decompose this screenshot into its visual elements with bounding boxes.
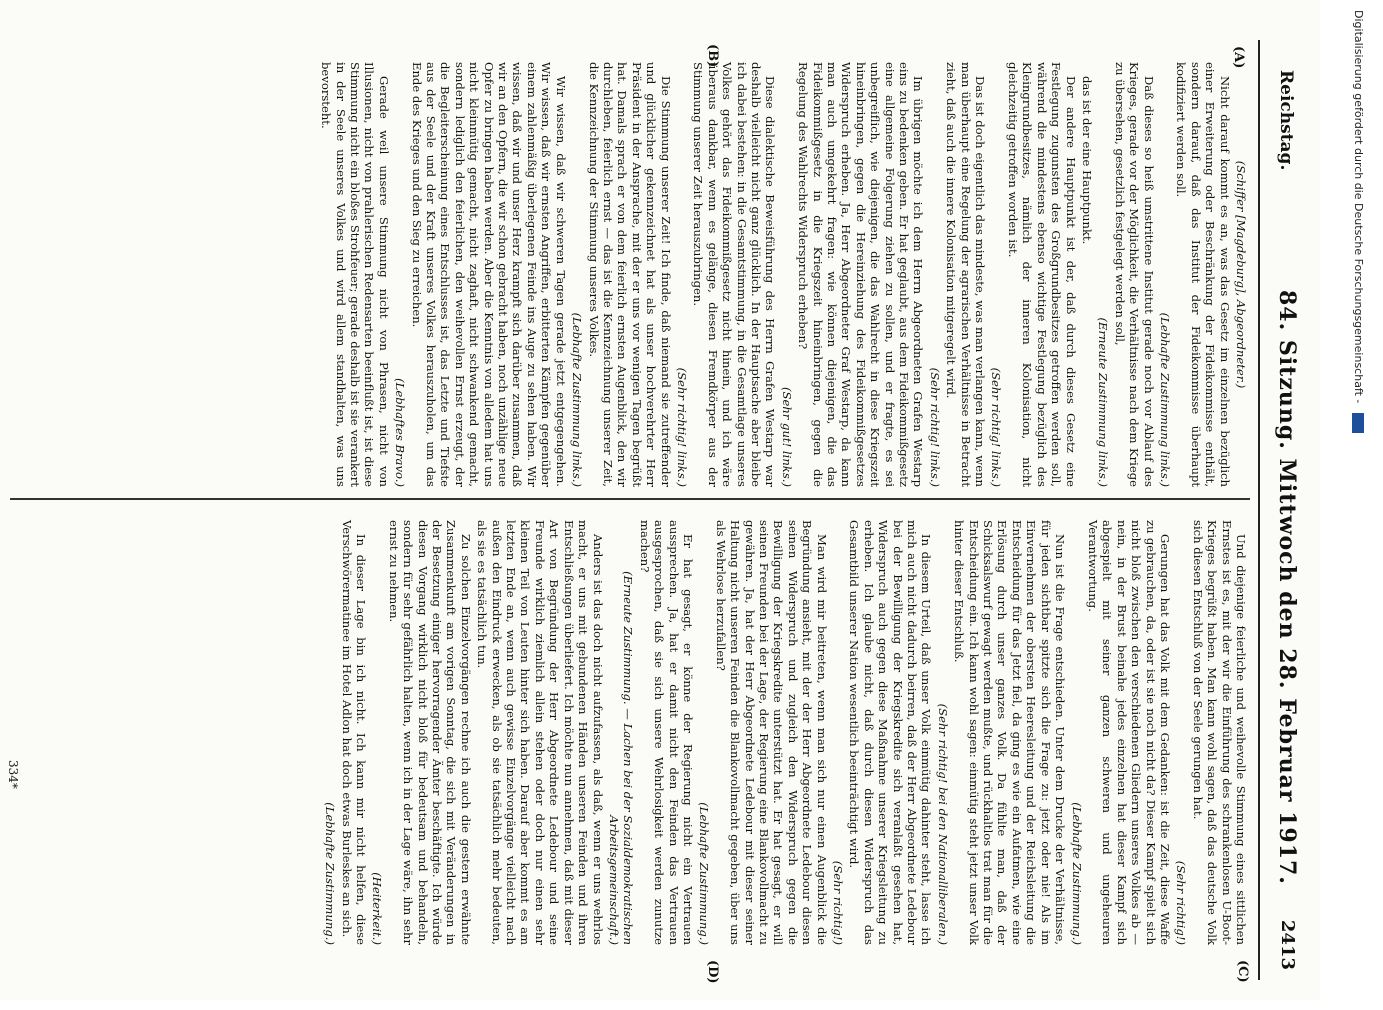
credit-text: Digitalisierung gefördert durch die Deutsche Forschungsgemeinschaft -: [1352, 10, 1365, 404]
interjection: (Sehr richtig!): [1174, 860, 1189, 945]
paragraph: In diesem Urteil, daß unser Volk einmütig dahinter steht, lasse ich mich auch nicht dadurch beirren, daß der Herr Abgeordnete Ledebour bei der Bewilligung der Kriegskredite sich veranlaßt gesehen hat, Widerspruch auch gegen diese Maßnahme unserer Kriegsleitung zu erheben. Ich glaube nicht, daß durch diesen Widerspruch das Gesamtbild unserer Nation wesentlich beeinträchtigt wird.: [847, 520, 934, 945]
paragraph: Nicht darauf kommt es an, was das Gesetz im einzelnen bezüglich einer Erweiterung oder Beschränkung der Fideikommisse enthält, sondern darauf, daß das Institut der Fideikommisse überhaupt kodifiziert werden soll.: [1174, 62, 1232, 487]
paragraph: Daß dieses so heiß umstrittene Institut gerade noch vor Ablauf des Krieges, gerade vor der Möglichkeit, die Verhältnisse nach dem Kriege zu übersehen, gesetzlich festgelegt werden soll,: [1112, 62, 1156, 487]
paragraph: Die Stimmung unserer Zeit! Ich finde, daß niemand sie zutreffender und glücklicher gekennzeichnet hat als unser hochverehrter Herr Präsident in der Ansprache, mit der er uns vor wenigen Tagen begrüßt hat. Damals sprach er von dem feierlich ernsten Augenblick, den wir durchleben, feierlich ernst — das ist die Kennzeichnung unserer Zeit, die Kennzeichnung der Stimmung unseres Volkes.: [586, 62, 673, 487]
paragraph: Diese dialektische Beweisführung des Herrn Grafen Westarp war deshalb vielleicht nicht ganz glücklich. In der Hauptsache aber bleibe ich dabei bestehen: in die Gesamtstimmung, in die Gesamtlage unseres Volkes gehört das Fideikommißgesetz nicht hinein, und ich wäre überaus dankbar, wenn es gelänge, diesen Fremdkörper aus der Stimmung unserer Zeit herauszubringen.: [691, 62, 778, 487]
interjection: (Sehr richtig!): [831, 860, 846, 945]
paragraph: Das ist doch eigentlich das mindeste, was man verlangen kann, wenn man überhaupt eine Regelung der agrarischen Verhältnisse in Betracht zieht, daß auch die innere Kolonisation mitgeregelt wird.: [944, 62, 988, 487]
interjection: (Lebhafte Zustimmung links.): [1157, 312, 1172, 487]
paragraph: Man wird mir beitreten, wenn man sich nur einen Augenblick die Begründung ansieht, mit der der Herr Abgeordnete Ledebour diesen seinen Widerspruch und zugleich den Widerspruch gegen die Bewilligung der Kriegskredite unterstützt hat. Er hat gesagt, er will seinen Freunden bei der Lage, der Regierung eine Blankovollmacht zu gewähren. Ja, hat der Herr Abgeordnete Ledebour mit dieser seiner Haltung nicht unseren Feinden die Blankovollmacht gegeben, über uns als Wehrlose herzufallen?: [713, 520, 829, 945]
paragraph: Zu solchen Einzelvorgängen rechne ich auch die gestern erwähnte Zusammenkunft am vorigen Sonntag, die sich mit Veränderungen in der Besetzung einiger hervorragender Ämter beschäftigte. Ich würde diesen Vorgang wirklich nicht bloß für bedeutsam und behandeln, sondern für sehr gefährlich halten, wenn ich in der Lage wäre, ihn sehr ernst zu nehmen.: [386, 520, 473, 945]
paragraph: Anders ist das doch nicht aufzufassen, als daß, wenn er uns wehrlos macht, er uns mit gebundenen Händen unseren Feinden und ihren Entschließungen überliefert. Ich möchte nun annehmen, daß mit dieser Art von Begründung der Herr Abgeordnete Ledebour und seine Freunde wirklich ziemlich allein stehen oder doch nur einen sehr kleinen Teil von Leuten hinter sich haben. Darauf aber kommt es am letzten Ende an, wenn auch gewisse Einzelvorgänge vielleicht nach außen den Eindruck erwecken, als ob sie tatsächlich mehr bedeuten, als sie es tatsächlich tun.: [475, 520, 605, 945]
margin-marker-b: (B): [705, 44, 720, 68]
paragraph: Im übrigen möchte ich dem Herrn Abgeordneten Grafen Westarp eins zu bedenken geben. Er hat geglaubt, aus dem Fideikommißgesetz eine allgemeine Folgerung ziehen zu sollen, und er fragte, es sei unbegreiflich, wie diejenigen, die das Wahlrecht in diese Kriegszeit hineinbringen, gegen die Hereinziehung des Fideikommißgesetzes Widerspruch erheben. Ja, Herr Abgeordneter Graf Westarp, da kann man auch umgekehrt fragen: wie können diejenigen, die das Fideikommißgesetz in die Kriegszeit hineinbringen, gegen die Regelung des Wahlrechts Widerspruch erheben?: [796, 62, 926, 487]
paragraph: (Schiffer [Magdeburg], Abgeordneter.): [1234, 160, 1248, 389]
paragraph: Gerungen hat das Volk mit dem Gedanken: ist die Zeit, diese Waffe zu gebrauchen, da, oder ist sie noch nicht da? Dieser Kampf spielt sich nicht bloß zwischen den verschiedenen Gliedern unseres Volkes ab — nein, in der Brust beinahe jedes einzelnen hat dieser Kampf sich abgespielt mit seiner ganzen schweren und ungeheuren Verantwortung.: [1085, 520, 1172, 945]
margin-marker-a: (A): [1231, 46, 1246, 69]
interjection: (Lebhafte Zustimmung links.): [570, 312, 585, 487]
paragraph: In dieser Lage bin ich nicht. Ich kann mir nicht helfen, diese Verschwörermatinee im Hotel Adlon hat doch etwas Burleskes an sich.: [339, 520, 369, 945]
interjection: (Lebhafte Zustimmung.): [323, 802, 338, 945]
column-divider: [10, 498, 1250, 500]
left-column: [317, 62, 1248, 487]
interjection: (Sehr richtig! links.): [674, 367, 689, 487]
paragraph: Der andere Hauptpunkt ist der, daß durch dieses Gesetz eine Festlegung zugunsten des Großgrundbesitzes getroffen werden soll, während die mindestens ebenso wichtige Festlegung bezüglich des Kleingrundbesitzes, nämlich der inneren Kolonisation, nicht gleichzeitig getroffen worden ist.: [1005, 62, 1078, 487]
interjection: (Sehr richtig! links.): [927, 367, 942, 487]
interjection: (Lebhafte Zustimmung.): [697, 802, 712, 945]
margin-marker-c: (C): [1235, 960, 1250, 983]
page-header: [1268, 40, 1308, 980]
dfg-logo-icon: [1352, 413, 1364, 433]
paragraph: Nun ist die Frage entschieden. Unter dem Drucke der Verhältnisse, für jeden sichtbar spitzte sich die Frage zu: jetzt oder nie! Als im Einvernehmen der obersten Heeresleitung und der Reichsleitung die Entscheidung für das Jetzt fiel, da ging es wie ein Aufatmen, wie eine Erlösung durch unser ganzes Volk. Da fühlte man, daß der Schicksalswurf gewagt werden mußte, und rückhaltlos trat man für die Entscheidung ein. Ich kann wohl sagen: einmütig steht jetzt unser Volk hinter dieser Entschluß.: [952, 520, 1068, 945]
paragraph: Wir wissen, daß wir schweren Tagen gerade jetzt entgegengehen. Wir wissen, daß wir ernsten Angriffen, erbitterten Kämpfen gegenüber einem zahlenmäßig überlegenen Feinde ins Auge zu sehen haben. Wir wissen, daß wir und unser Herz krampft sich darüber zusammen, daß wir an den Opfern, die wir schon gebracht haben, noch unzählige neue Opfer zu bringen haben werden. Aber die Kenntnis von alledem hat uns nicht kleinmütig gemacht, nicht zaghaft, nicht schwankend gemacht, sondern lediglich den feierlichen, den weihevollen Ernst erzeugt, der die Begleiterscheinung eines Entschlusses ist, das Letzte und Tiefste aus der Seele und der Kraft unseres Volkes herauszuholen, um das Ende des Krieges und den Sieg zu erreichen.: [409, 62, 568, 487]
interjection: (Erneute Zustimmung links.): [1096, 317, 1111, 487]
paragraph: das ist der eine Hauptpunkt.: [1079, 76, 1094, 245]
paragraph: Er hat gesagt, er könne der Regierung nicht ein Vertrauen aussprechen. Ja, hat er damit nicht den Feinden das Vertrauen ausgesprochen, daß sie sich unsere Wehrlosigkeit werden zunutze machen?: [637, 520, 695, 945]
interjection: (Heiterkeit.): [370, 872, 385, 945]
paragraph: Und diejenige feierliche und weihevolle Stimmung eines sittlichen Ernstes ist es, mit der wir die Einführung des schrankenlosen U-Boot-Krieges begrüßt haben. Man kann wohl sagen, daß das deutsche Volk sich diesen Entschluß von der Seele gerungen hat.: [1190, 520, 1248, 945]
interjection: (Sehr gut! links.): [779, 387, 794, 487]
interjection: (Lebhaftes Bravo.): [393, 378, 408, 487]
interjection: (Lebhafte Zustimmung.): [1069, 802, 1084, 945]
paragraph: Gerade weil unsere Stimmung nicht von Phrasen, nicht von Illusionen, nicht von prahlerischen Redensarten beeinflußt ist, ist diese Stimmung nicht ein bloßes Strohfeuer; gerade deshalb ist sie verankert in der Seele unseres Volkes und wird allem standhalten, was uns bevorsteht.: [319, 62, 391, 487]
interjection: (Sehr richtig! links.): [989, 367, 1004, 487]
header-left: Reichstag.: [1276, 70, 1296, 171]
page-footer-number: 334*: [6, 760, 20, 789]
credit-strip: [1338, 0, 1378, 1000]
header-page-number: 2413: [1277, 919, 1298, 970]
header-rule: [1258, 40, 1260, 980]
interjection: (Erneute Zustimmung. — Lachen bei der Sozialdemokratischen Arbeitsgemeinschaft.): [606, 571, 636, 945]
right-column: [321, 520, 1248, 945]
interjection: (Sehr richtig! bei den Nationalliberalen.): [935, 703, 950, 945]
margin-marker-d: (D): [705, 960, 720, 984]
header-title: 84. Sitzung. Mittwoch den 28. Februar 1917.: [1274, 290, 1300, 885]
